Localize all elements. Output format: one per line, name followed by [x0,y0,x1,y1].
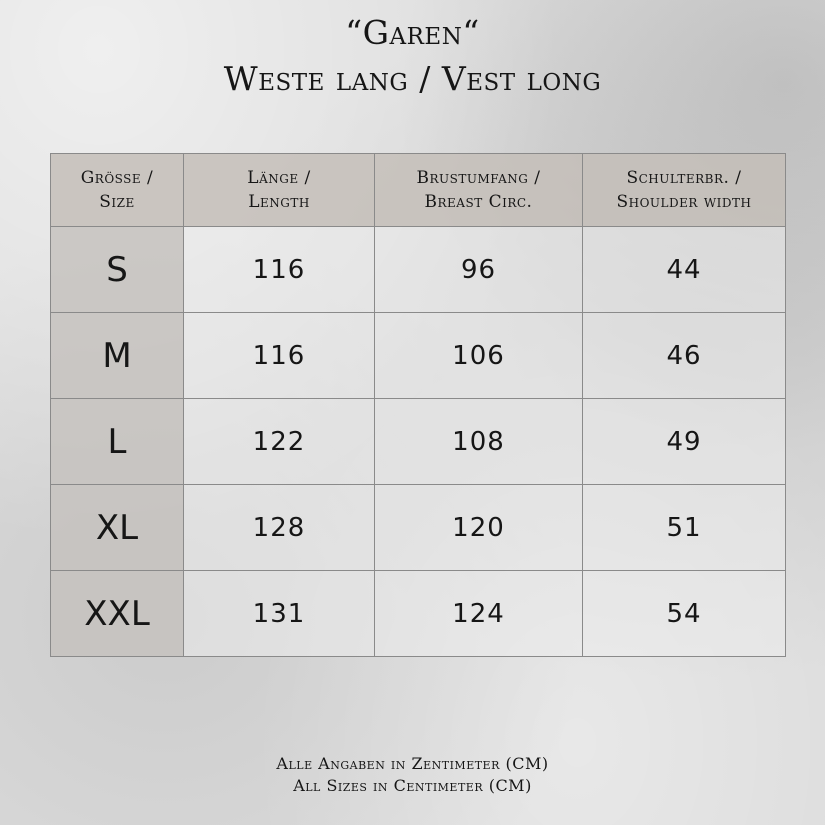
page-title: “Garen“ [345,13,480,52]
size-cell: XXL [51,571,184,657]
shoulder-cell: 44 [583,227,786,313]
size-cell: XL [51,485,184,571]
size-cell: L [51,399,184,485]
column-header-line2: Shoulder width [616,192,752,212]
footer-note-english: All Sizes in Centimeter (CM) [293,776,532,795]
table-row [51,227,786,313]
column-header-shoulder [583,154,786,227]
column-header-line1: Brustumfang / [416,168,541,188]
breast-cell: 120 [375,485,583,571]
shoulder-cell: 54 [583,571,786,657]
shoulder-cell: 46 [583,313,786,399]
shoulder-cell: 49 [583,399,786,485]
footer-note [0,753,825,797]
column-header-line2: Size [99,192,135,212]
table-row [51,399,786,485]
column-header-line1: Schulterbr. / [626,168,742,188]
column-header-line2: Length [248,192,310,212]
table-row [51,571,786,657]
length-cell: 116 [184,313,375,399]
size-cell: M [51,313,184,399]
page-subtitle: Weste lang / Vest long [223,59,602,98]
size-cell: S [51,227,184,313]
column-header-size [51,154,184,227]
column-header-line1: Grösse / [80,168,154,188]
column-header-line2: Breast Circ. [424,192,533,212]
footer-note-german: Alle Angaben in Zentimeter (CM) [276,754,549,773]
breast-cell: 108 [375,399,583,485]
breast-cell: 124 [375,571,583,657]
table-row [51,313,786,399]
size-table [50,153,786,657]
table-header-row [51,154,786,227]
length-cell: 128 [184,485,375,571]
breast-cell: 96 [375,227,583,313]
column-header-breast [375,154,583,227]
length-cell: 122 [184,399,375,485]
column-header-line1: Länge / [247,168,311,188]
breast-cell: 106 [375,313,583,399]
shoulder-cell: 51 [583,485,786,571]
length-cell: 131 [184,571,375,657]
table-row [51,485,786,571]
length-cell: 116 [184,227,375,313]
column-header-length [184,154,375,227]
